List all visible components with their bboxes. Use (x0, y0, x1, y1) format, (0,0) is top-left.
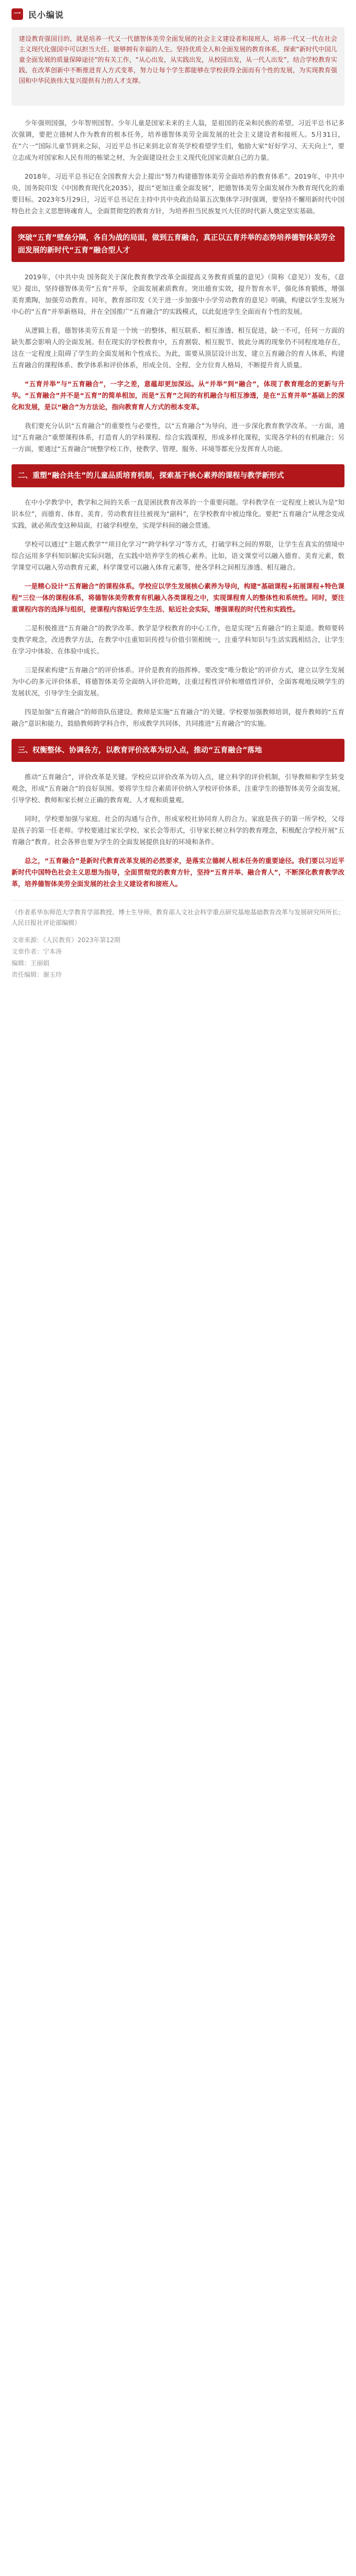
paragraph-9: 一是精心设计“五育融合”的课程体系。学校应以学生发展核心素养为导向，构建“基础课程+拓展课程+特色课程”三位一体的课程体系，将德智体美劳教育有机融入各类课程之中，实现课程育人的整体性和系统性。同时，要注重课程内容的选择与组织，使课程内容贴近学生生活、贴近社会实际，增强课程的时代性和实践性。 (12, 582, 344, 613)
article-meta (12, 934, 344, 980)
paragraph-12: 四是加强“五育融合”的师资队伍建设。教师是实施“五育融合”的关键。学校要加强教师培训，提升教师的“五育融合”意识和能力，鼓励教师跨学科合作，形成教学共同体，共同推进“五育融合”的实施。 (12, 708, 344, 727)
meta-text: 文章来源：《人民教育》2023年第12期 文章作者：宁本涛 编辑：王丽娟 责任编辑：谢玉玲 (12, 936, 120, 978)
paragraph-1: 少年强则国强，少年智则国智。少年儿童是国家未来的主人翁，是祖国的花朵和民族的希望。习近平总书记多次强调，要把立德树人作为教育的根本任务，培养德智体美劳全面发展的社会主义建设者和接班人。5月31日，在“六一”国际儿童节到来之际，习近平总书记来到北京育英学校看望学生们，勉励大家“好好学习、天天向上”，要立志成为对国家和人民有用的栋梁之材，为全面建设社会主义现代化国家贡献自己的力量。 (12, 119, 344, 161)
callout-2-text: 二、重塑“融合共生”的儿童品质培育机制，探索基于核心素养的课程与教学新形式 (18, 472, 284, 480)
callout-1-text: 突破“五育”壁垒分隔，各自为战的局面，做到五育融合，真正以五育并举的态势培养德智体美劳全面发展的新时代“五育”融合型人才 (18, 234, 336, 255)
paragraph-8: 学校可以通过“主题式教学”“项目化学习”“跨学科学习”等方式，打破学科之间的界限，让学生在真实的情境中综合运用多学科知识解决实际问题，在实践中培养学生的核心素养。比如，语文课堂可以融入德育、美育元素，数学课堂可以融入劳动教育元素，科学课堂可以融入体育元素等，使各学科之间相互渗透、相互融合。 (12, 540, 344, 571)
section-title: 民小编说 (28, 9, 64, 20)
paragraph-11: 三是探索构建“五育融合”的评价体系。评价是教育的指挥棒。要改变“唯分数论”的评价方式，建立以学生发展为中心的多元评价体系，将德智体美劳全面纳入评价范畴，注重过程性评价和增值性评价，全面客观地反映学生的发展状况，引导学生全面发展。 (12, 666, 344, 697)
paragraph-3: 2019年，《中共中央 国务院关于深化教育教学改革全面提高义务教育质量的意见》（简称《意见》）发布，《意见》提出，坚持德智体美劳“五育”并举，全面发展素质教育。突出德育实效，提升智育水平，强化体育锻炼，增强美育熏陶，加强劳动教育。同年，教育部印发《关于进一步加强中小学劳动教育的意见》明确，构建以学生发展为中心的“五育”并举新格局，并在全国推广“五育融合”的实践模式，以此促进学生全面而有个性的发展。 (12, 273, 344, 315)
paragraph-2: 2018年，习近平总书记在全国教育大会上提出“努力构建德智体美劳全面培养的教育体系”。2019年，中共中央、国务院印发《中国教育现代化2035》，提出“更加注重全面发展”，把德智体美劳全面发展作为教育现代化的重要目标。2023年5月29日，习近平总书记在主持中共中央政治局第五次集体学习时强调，要坚持不懈用新时代中国特色社会主义思想铸魂育人，全面贯彻党的教育方针，为培养担当民族复兴大任的时代新人奠定坚实基础。 (12, 172, 344, 215)
section-badge: 一 (12, 8, 23, 20)
paragraph-5: “五育并举”与“五育融合”，一字之差，意蕴却更加深远。从“并举”到“融合”，体现了教育理念的更新与升华。“五育融合”并不是“五育”的简单相加，而是“五育”之间的有机融合与相互渗透，是在“五育并举”基础上的深化和发展，是以“融合”为方法论，指向教育育人方式的根本变革。 (12, 380, 344, 411)
author-note: （作者系华东师范大学教育学部教授、博士生导师，教育部人文社会科学重点研究基地基础教育改革与发展研究所所长；人民日报社评论部编辑） (12, 900, 344, 928)
section-callout-3 (12, 739, 344, 762)
callout-3-text: 三、权衡整体、协调各方，以教育评价改革为切入点，推动“五育融合”落地 (18, 746, 262, 755)
paragraph-15: 总之，“五育融合”是新时代教育改革发展的必然要求，是落实立德树人根本任务的重要途径。我们要以习近平新时代中国特色社会主义思想为指导，全面贯彻党的教育方针，坚持“五育并举、融合育人”，不断深化教育教学改革，培养德智体美劳全面发展的社会主义建设者和接班人。 (12, 857, 344, 888)
section-header (12, 6, 344, 22)
paragraph-6: 我们要充分认识“五育融合”的重要性与必要性，以“五育融合”为导向，进一步深化教育教学改革。一方面，通过“五育融合”重塑课程体系，打造育人的学科课程、综合实践课程，形成多样化课程，实现各学科的有机融合；另一方面，要通过“五育融合”统整学校工作，使教学、管理、服务、环境等都充分发挥育人功能。 (12, 422, 344, 453)
editor-abstract (12, 27, 344, 106)
paragraph-4: 从逻辑上看，德智体美劳五育是一个统一的整体，相互联系、相互渗透、相互促进，缺一不可，任何一方面的缺失都会影响人的全面发展。但在现实的学校教育中，五育割裂、相互脱节、彼此分离的现象仍不同程度地存在，这在一定程度上阻碍了学生的全面发展和个性成长。为此，需要从顶层设计出发，建立五育融合的育人体系，构建五育融合的课程体系、教学体系和评价体系，形成全员、全程、全方位育人格局，不断提升育人质量。 (12, 326, 344, 369)
section-callout-2 (12, 464, 344, 487)
paragraph-13: 推动“五育融合”，评价改革是关键。学校应以评价改革为切入点，建立科学的评价机制，引导教师和学生转变观念，形成“五育融合”的良好氛围。要将学生综合素质评价纳入学校评价体系，注重学生的德智体美劳全面发展，引导学校、教师和家长树立正确的教育观、人才观和质量观。 (12, 773, 344, 804)
paragraph-14: 同时，学校要加强与家庭、社会的沟通与合作，形成家校社协同育人的合力。家庭是孩子的第一所学校，父母是孩子的第一任老师。学校要通过家长学校、家长会等形式，引导家长树立科学的教育理念，积极配合学校开展“五育融合”教育。社会各界也要为学生的全面发展提供良好的环境和条件。 (12, 815, 344, 846)
abstract-text: 建设教育强国目的，就是培养一代又一代德智体美劳全面发展的社会主义建设者和接班人，培养一代又一代在社会主义现代化强国中可以担当大任、能够拥有幸福的人生。坚持优质全人和全面发展的教育体系，探索“新时代中国儿童全面发展的质量保障途径”的有关工作，“从心出发，从实践出发，从校园出发，从一代人出发”，结合学校教育实践，在改革创新中不断推进育人方式变革，努力让每个学生都能够在学校获得全面而有个性的发展，为实现教育强国和中华民族伟大复兴提供有力的人才支撑。 (19, 35, 337, 84)
paragraph-7: 在中小学教学中，教学和之间的关系一直是困扰教育改革的一个重要问题。学科教学在一定程度上被认为是“知识本位”，而德育、体育、美育、劳动教育往往被视为“副科”，在学校教育中被边缘化。要把“五育融合”从理念变成实践，就必须改变这种局面，打破学科壁垒，实现学科间的融会贯通。 (12, 498, 344, 529)
article-body (12, 117, 344, 980)
section-callout-1 (12, 226, 344, 262)
paragraph-10: 二是积极推进“五育融合”的教学改革。教学是学校教育的中心工作，也是实现“五育融合”的主渠道。教师要转变教学观念，改进教学方法，在教学中注重知识传授与价值引领相统一，注重学科知识与生活实践相结合，让学生在学习中体验、在体验中成长。 (12, 624, 344, 655)
